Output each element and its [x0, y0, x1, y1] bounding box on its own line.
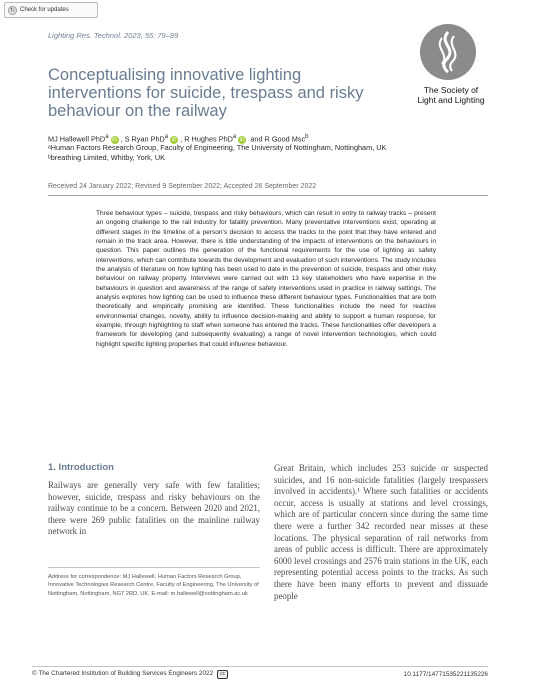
society-logo — [412, 24, 486, 108]
refresh-icon: ↻ — [9, 7, 16, 14]
author-sup: a — [232, 133, 237, 140]
article-title: Conceptualising innovative lighting interventions for suicide, trespass and risky behaviour on the railway — [48, 66, 364, 120]
author-sup: a — [105, 133, 109, 140]
footer-left — [32, 670, 228, 679]
orcid-icon[interactable]: iD — [171, 136, 177, 143]
page-footer — [32, 670, 488, 679]
divider — [48, 195, 488, 196]
logo-text — [412, 85, 490, 105]
received-dates: Received 24 January 2022; Revised 9 September 2022; Accepted 26 September 2022 — [48, 183, 317, 190]
orcid-icon[interactable]: iD — [112, 136, 117, 143]
affiliation-b: ᵇbreathing Limited, Whitby, York, UK — [48, 153, 165, 162]
author-list: MJ Hallewell PhD$^a$ iD , S Ryan PhD$^a$ iD , R Hughes PhD$^a$ iD and R Good Msc$^b$ — [48, 133, 309, 144]
section-heading: 1. Introduction — [48, 462, 114, 473]
logo-line-1: The Society of — [423, 85, 479, 95]
abstract: Three behaviour types – suicide, trespass and risky behaviours, which can result in entry to railway tracks – present an ongoing challenge to the rail industry for fatality prevention. Many preventative interventions exist, operating at different stages in the timeline of a person’s decision to access the tracks to the point that they have entered and remain in the track area. However, there is little understanding of the impacts of interventions on the behaviours in question. This paper outlines the generation of the functional requirements for the use of lighting as safety interventions, which can contribute towards the development and evaluation of such interventions. The study includes the analysis of literature on how lighting has been used to date in the prevention of suicide, trespass and other risky behaviour on railway property. Interviews were carried out with 13 key stakeholders who have expertise in the behaviours in question and awareness of the range of safety interventions used in practice in railway settings. The analysis explores how lighting can be used to influence these different behaviour types. Functionalities that are both theoretically and empirically promising are identified. These functionalities include the need for reactive environmental changes, novelty, ability to influence decision-making and ability to support a human response, for example, through highlighting to staff when someone has entered the tracks. These functionalities offer developers a framework for developing (and subsequently evaluating) a range of novel intervention technologies, which could highlight specific lighting properties that could influence behaviour. — [96, 210, 436, 348]
flame-icon — [420, 24, 476, 80]
author-sup: b — [305, 133, 309, 140]
author-name[interactable]: MJ Hallewell PhD — [48, 134, 106, 144]
logo-line-2: Light and Lighting — [417, 95, 485, 105]
check-for-updates-badge[interactable] — [4, 2, 98, 18]
author-name[interactable]: R Hughes PhD — [184, 134, 233, 144]
copyright-text: © The Chartered Institution of Building Services Engineers 2022 — [32, 670, 214, 677]
body-text-right: Great Britain, which includes 253 suicide or suspected suicides, and 16 non-suicide fatalities (largely trespassers involved in accidents).¹ Where such fatalities or accidents occur, access is usually at stations and level crossings, which are of particular concern since during the same time there were a further 342 recorded near misses at these locations. The physical separation of rail networks from areas of public access is difficult. There are approximately 6000 level crossings and 2576 train stations in the UK, each representing potential access points to the tracks. As such there have been many efforts to prevent and dissuade people — [274, 463, 488, 601]
divider — [32, 666, 488, 667]
author-sup: a — [164, 133, 169, 140]
cc-license-icon[interactable]: cc — [217, 670, 228, 679]
divider — [48, 567, 260, 568]
journal-citation: Lighting Res. Technol. 2023; 55: 79–99 — [48, 31, 179, 40]
author-name[interactable]: and R Good Msc — [250, 134, 306, 144]
body-text-left: Railways are generally very safe with few fatalities; however, suicide, trespass and risky behaviours on the railway continue to be a concern. Between 2020 and 2021, there were 269 public fatalities on the mainline railway network in — [48, 480, 260, 537]
doi-link[interactable]: 10.1177/14771535221135226 — [403, 671, 488, 678]
author-name[interactable]: S Ryan PhD — [124, 134, 165, 144]
affiliation-a: ᵃHuman Factors Research Group, Faculty of Engineering, The University of Nottingham, Nottingham, UK — [48, 143, 387, 152]
orcid-icon[interactable]: iD — [239, 136, 245, 143]
correspondence-note: Address for correspondence: MJ Hallewell, Human Factors Research Group, Innovative Technologies Research Centre, Faculty of Engineering, The University of Nottingham, Nottingham, NG7 2RD, UK. E-mail: m.hallewell@nottingham.ac.uk — [48, 574, 259, 597]
check-for-updates-label: Check for updates — [20, 7, 69, 13]
